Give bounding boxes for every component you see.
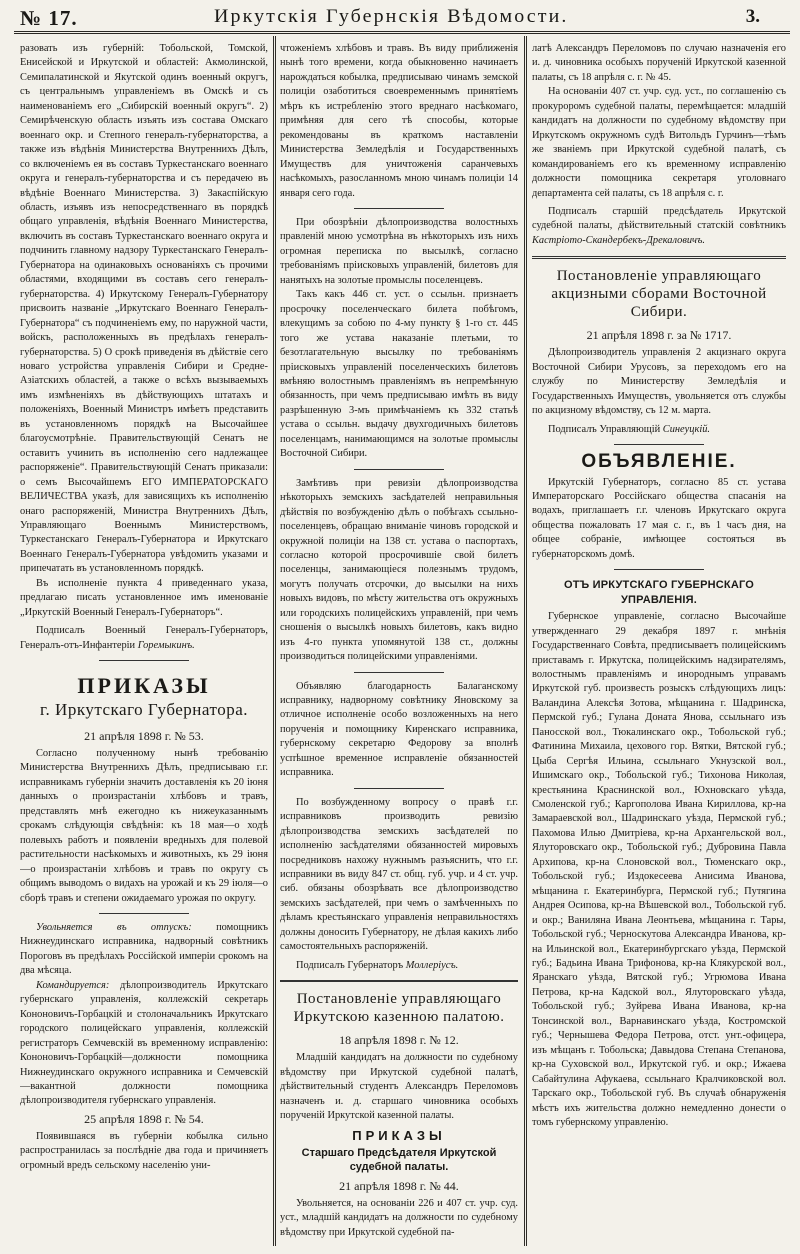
section-heading: Постановленiе управляющаго Иркутскою казенною палатою. (293, 991, 505, 1026)
order-text: Замѣтивъ при ревизiи дѣлопроизводства нѣкоторыхъ земскихъ засѣдателей неправильныя дѣйствiя по возбужденiю дѣлъ о побѣгахъ ссыльно-поселенцевъ, обращаю вниманiе чиновъ городской и окружной полицiи на 138 ст. устава о паспортахъ, согласно которой просрочившiе свой билетъ поселенцы, занимающiеся полезнымъ трудомъ, могутъ получать отсрочки, до высылки на нихъ новыхъ видовъ, по мѣсту жительства отъ окружныхъ или городскихъ полицейскихъ управленiй, при чемъ сношенiя о высылкѣ новыхъ билетовъ, какъ видно изъ 4-го пункта упомянутой 138 ст., должны производиться полицейскими управленiями. (280, 477, 518, 663)
order-text: Согласно полученному нынѣ требованiю Министерства Внутреннихъ Дѣлъ, предписываю г.г. исправникамъ губернiи значить доставленiя къ 20 iюня данныхъ о произрастанiи хлѣбовъ и травъ, представлять мнѣ ежегодно къ нижеуказаннымъ срокамъ слѣдующiя свѣдѣнiя: къ 18 мая—о ходѣ полевыхъ работъ и появленiи вредныхъ для полевой растительности насѣкомыхъ и животныхъ, къ 29 iюня—о произрастанiи хлѣбовъ и травъ по округу съ общимъ выводомъ о видахъ на урожай и къ 29 iюля—о сборѣ травъ и степени ожидаемаго урожая по округу. (20, 748, 268, 904)
order-text (20, 979, 268, 1109)
order-text: Такъ какъ 446 ст. уст. о ссыльн. признаетъ просрочку поселенческаго билета побѣгомъ, влекущимъ за собою по 4-му пункту § 1-го ст. 445 того же устава наказанiе плетьми, то безотлагательную высылку по требованiямъ прiисковыхъ управленiй поселенческихъ билетовъ вмѣняю волостнымъ правленiямъ въ непремѣнную обязанность, при чемъ предписываю имѣть въ виду разрѣшенную 3-мъ примѣчанiемъ къ 332 статьѣ устава о ссыльн. выдачу двухгодичныхъ билетовъ поселенцамъ, нанимающимся на золотые промыслы Восточной Сибири. (280, 289, 518, 460)
column-3 (532, 42, 786, 1250)
signature-line (532, 423, 786, 437)
signature-name: Моллерiусъ. (405, 959, 459, 971)
column-1 (20, 42, 268, 1250)
divider (614, 444, 704, 445)
decree-note: Въ исполненiе пункта 4 приведеннаго указа, предлагаю писать установленное имъ именованiе „Иркутскiй Военный Генералъ-Губернаторъ“. (20, 577, 268, 618)
order-body: дѣлопроизводитель Иркутскаго губернскаго управленiя, коллежскiй секретарь Кононовичъ-Горбацкiй и столоначальникъ Иркутскаго городского полицейскаго управленiя, коллежскiй регистраторъ Семчевскiй въ временному исправленiю: Кононовичъ-Горбацкiй—должности помощника Нижнеудинскаго окружного исправника и Семчевскiй—вакантной должности помощника дѣлопроизводителя губернскаго управленiя. (20, 979, 268, 1107)
decree-text: разовать изъ губернiй: Тобольской, Томской, Енисейской и Иркутской и областей: Акмолинской, Семипалатинской и Якутской одинъ военный округъ, съ центральнымъ управленiемъ въ Омскѣ и съ наименованiемъ его „Сибирскiй военный округъ“. 2) Семирѣченскую область изъять изъ состава Омскаго военнаго окр. и Степного генералъ-губернаторства, а также изъ вѣдѣнiя Министерства Внутреннихъ Дѣлъ, со включенiемъ ея въ составъ Туркестанскаго военнаго округа и генералъ-губернаторства и съ передачею въ вѣдѣнiе Военнаго Министерства. 3) Закаспiйскую область, изъявъ изъ непосредственнаго въ порядкѣ общаго управленiя, вѣдѣнiя Военнаго Министерства, включить въ составъ Туркестанскаго военнаго округа и подчинить главному надзору Туркестанскаго Генералъ-Губернатора на одинаковыхъ основанiяхъ съ прочими областями, входящими въ составъ сего генералъ-губернаторства. 4) Иркутскому Генералъ-Губернатору присвоить названiе „Иркутскаго Военнаго Генералъ-Губернатора“ съ подчиненiемъ ему, по наружной части, войскъ, расположенныхъ въ предѣлахъ генералъ-губернаторства. 5) О срокѣ приведенiя въ дѣйствiе сего новаго устройства управленiя Сибири и Средне-Азiатскихъ областей, а также о всѣхъ вызываемыхъ имъ измѣненiяхъ въ дѣйствующихъ штатахъ и положенiяхъ, Военный Министръ имѣетъ представить въ установленномъ порядкѣ на Высочайшее благоусмотрѣнiе. Правительствующiй Сенатъ не оставитъ учинить въ исполненiю сего надлежащее распоряженiе“. Правительствующiй Сенатъ приказали: о семъ Высочайшемъ ЕГО ИМПЕРАТОРСКАГО ВЕЛИЧЕСТВА указѣ, для зависящихъ къ исполненiю онаго распоряженiй, Министра Внутреннихъ Дѣлъ, Управляющаго Военнымъ Министерствомъ, Туркестанскаго Генералъ-Губернатора и Иркутскаго Военнаго Генералъ-Губернатора увѣдомить указами и припечатать въ установленномъ порядкѣ. (20, 43, 268, 575)
order-text: Дѣлопроизводитель управленiя 2 акцизнаго округа Восточной Сибири Урусовъ, за переходомъ его на службу по Министерству Земледѣлiя и Государственныхъ Имуществъ, увольняется отъ службы по акцизному вѣдомству, съ 12 м. марта. (532, 347, 786, 417)
order-text: Появившаяся въ губернiи кобылка сильно распространилась за послѣднiе два года и причиняетъ огромный вредъ сельскому населенiю уни- (20, 1130, 268, 1171)
announcement-text: Иркутскiй Губернаторъ, согласно 85 ст. устава Императорскаго Россiйскаго общества спасанiя на водахъ, приглашаетъ г.г. членовъ Иркутскаго округа общества пожаловать 17 мая с. г., въ 1 часъ дня, на общее собранiе, имѣющее состояться въ губернаторскомъ домѣ. (532, 476, 786, 560)
order-date: 21 апрѣля 1898 г. за № 1717. (586, 328, 732, 343)
order-date: 21 апрѣля 1898 г. № 53. (84, 729, 204, 744)
divider (532, 256, 786, 259)
signature-text: Подписалъ старшiй предсѣдатель Иркутской судебной палаты, дѣйствительный статскiй совѣтникъ (532, 205, 786, 232)
divider (99, 660, 189, 661)
signature-name: Синеуцкiй. (662, 423, 711, 435)
section-heading: ОТЪ ИРКУТСКАГО ГУБЕРНСКАГО УПРАВЛЕНIЯ. (563, 579, 755, 606)
signature-text: Подписалъ Губернаторъ (296, 959, 404, 971)
divider (354, 469, 444, 470)
order-text: чтоженiемъ хлѣбовъ и травъ. Въ виду приближенiя нынѣ того времени, когда обыкновенно начинаетъ нарождаться кобылка, предписываю чинамъ земской полицiи озаботиться своевременнымъ принятiемъ мѣръ къ истребленiю этого вреднаго насѣкомаго, примѣняя для сего тѣ способы, которые рекомендованы въ краткомъ наставленiи Министерства Земледѣлiя и Государственныхъ Имуществъ для уничтоженiя саранчевыхъ насѣкомыхъ, разосланномъ мною чинамъ полицiи 14 января сего года. (280, 43, 518, 199)
order-date: 18 апрѣля 1898 г. № 12. (339, 1033, 459, 1048)
order-lead: Увольняется въ отпускъ: (36, 922, 192, 934)
divider (354, 672, 444, 673)
signature-text: Подписалъ Управляющiй (548, 423, 661, 435)
order-text: Объявляю благодарность Балаганскому исправнику, надворному совѣтнику Яновскому за отличное исполненiе особо возложенныхъ на него порученiя и помощнику Киренскаго исправника, губернскому секретарю Федорову за вполнѣ успѣшное временное исправленiе обязанностей исправника. (280, 680, 518, 779)
order-body: помощникъ Нижнеудинскаго исправника, надворный совѣтникъ Пороговъ въ предѣлахъ Россiйской имперiи срокомъ на два мѣсяца. (20, 922, 268, 977)
issue-number: № 17. (20, 6, 78, 30)
divider (614, 569, 704, 570)
page-number: 3. (745, 6, 760, 27)
newspaper-title: Иркутскiя Губернскiя Вѣдомости. (214, 6, 569, 27)
order-text: Младшiй кандидатъ на должности по судебному вѣдомству при Иркутской судебной палатѣ, дѣйствительный студентъ Александръ Переломовъ назначенъ и. д. старшаго чиновника особыхъ порученiй Иркутской казенной палаты. (280, 1052, 518, 1121)
section-heading: ПРИКАЗЫ (352, 1128, 446, 1144)
order-text: латѣ Александръ Переломовъ по случаю назначенiя его и. д. чиновника особыхъ порученiй Иркутской казенной палаты, съ 18 апрѣля с. г. № 45. (532, 43, 786, 83)
section-heading: Постановленiе управляющаго акцизными сборами Восточной Сибири. (551, 268, 767, 321)
order-text: При обозрѣнiи дѣлопроизводства волостныхъ правленiй мною усмотрѣна въ нѣкоторыхъ изъ нихъ огромная переписка по высылкѣ, согласно требованiямъ прiисковыхъ управленiй, билетовъ для нанятыхъ на золотые промыслы поселенцевъ. (280, 216, 518, 286)
section-subheading: г. Иркутскаго Губернатора. (39, 700, 248, 720)
section-heading: ПРИКАЗЫ (77, 673, 211, 699)
order-date: 21 апрѣля 1898 г. № 44. (339, 1178, 459, 1193)
order-text (20, 921, 268, 979)
signature-line (280, 959, 518, 973)
divider (354, 208, 444, 209)
order-lead: Командируется: (36, 979, 110, 991)
divider (99, 913, 189, 914)
order-text: Увольняется, на основанiи 226 и 407 ст. учр. суд. уст., младшiй кандидатъ на должности по судебному вѣдомству при Иркутской судебной па- (280, 1197, 518, 1238)
notice-text: Губернское управленiе, согласно Высочайше утвержденнаго 29 декабря 1897 г. мнѣнiя Государственнаго Совѣта, предписываетъ полицейскимъ приставамъ г. Иркутска, полицейскимъ надзирателямъ, волостнымъ правленiямъ и инороднымъ управамъ Иркутской губ. произвесть розыскъ слѣдующихъ лицъ: Валандина Алексѣя Зотова, мѣщанина г. Шадринска, Пермской губ.; Гулана Доната Янова, ссыльнаго изъ Паносской вол., Тюкалинскаго окр., Тобольской губ.; Фатинина Михаила, цехового гор. Вятки, Вятской губ.; Цыба Сергѣя Ильина, ссыльнаго Укнузской вол., Ишимскаго окр., Тобольской губ.; Тихонова Николая, крестьянина Краснинской вол., Юхновскаго уѣзда, Смоленской губ.; Каргополова Ивана Кириллова, кр-на Замараевской вол., Шадринскаго уѣзда, Пермской губ.; Пахомова Илью Дмитрiева, кр-на Архангельской вол., Ялуторовскаго окр., Тобольской губ.; Дубровина Павла Архипова, кр-на Слоновской вол., Тюменскаго окр., Тобольской губ.; Издокесеева Анисима Иванова, мѣщанина г. Екатеринбурга, Пермской губ.; Путягина Андрея Осипова, кр-на Вѣшевской вол., Тобольской губ. и окр.; Ваниляна Ивана Леонтьева, мѣщанина г. Тары, Тобольской губ.; Черноскутова Александра Иванова, кр-на Ильинской вол., Екатеринбургскаго уѣзда, Пермской губ.; Бадьина Ивана Трифонова, кр-на Клякурской вол., Яранскаго уѣзда, Вятской губ.; Угрюмова Ивана Петрова, кр-на Кадской вол., Ялуторовскаго уѣзда, Тобольской губ.; Зуйрева Ивана Иванова, кр-на Тонсинской вол., Варнавинскаго уѣзда, Костромской губ.; Чернышева Федора Петрова, отст. унт.-офицера, изъ мѣщанъ г. Тобольска; Давыдова Степана Степанова, кр-на Суховской вол., Иркутской губ. и окр.; Ижаева Сабайтулина Афукаева, ссыльнаго Кралчиковской вол. Тарскаго окр., Тобольской губ. Въ случаѣ обнаруженiя мѣстъ ихъ жительства должно немедленно донести о томъ губернскому управленiю. (532, 611, 786, 1128)
divider (354, 788, 444, 789)
column-2 (280, 42, 518, 1250)
announcement-heading: ОБЪЯВЛЕНIЕ. (581, 451, 737, 473)
signature-name: Горемыкинъ. (137, 639, 195, 651)
signature-text: Подписалъ Военный Генералъ-Губернаторъ, Генералъ-отъ-Инфантерiи (20, 625, 268, 651)
section-subheading: Старшаго Предсѣдателя Иркутской судебной палаты. (301, 1146, 497, 1173)
signature-name: Кастрiото-Скандербекъ-Дрекаловичъ. (532, 234, 705, 246)
column-divider (524, 36, 527, 1246)
masthead (14, 4, 790, 34)
order-text: По возбужденному вопросу о правѣ г.г. исправниковъ производить ревизiю дѣлопроизводства земскихъ засѣдателей по исполненiю засѣдателями обязанностей мировыхъ посредниковъ нахожу нужнымъ разъяснить, что г.г. исправники въ виду 847 ст. общ. губ. учр. и 4 ст. учр. сиб. обязаны обозрѣвать все дѣлопроизводство земскихъ засѣдателей, при чемъ о замѣченныхъ по дѣламъ крестьянскаго управленiя неправильностяхъ должны доносить Губернатору, не дѣлая какихъ либо самостоятельныхъ распоряженiй. (280, 796, 518, 953)
signature-line (532, 205, 786, 248)
divider (280, 980, 518, 982)
order-date: 25 апрѣля 1898 г. № 54. (84, 1111, 204, 1126)
column-divider (273, 36, 276, 1246)
order-text: На основанiи 407 ст. учр. суд. уст., по соглашенiю съ прокуроромъ судебной палаты, перемѣщается: младшiй кандидатъ на должности по судебному вѣдомству при Иркутскомъ окружномъ судѣ Витольдъ Гурчинъ—тѣмъ же званiемъ при Иркутской судебной палатѣ, съ командированiемъ его къ временному исправленiю должности помощника секретаря уголовнаго департамента сей палаты, съ 18 апрѣля с. г. (532, 86, 786, 199)
signature-line (20, 624, 268, 653)
